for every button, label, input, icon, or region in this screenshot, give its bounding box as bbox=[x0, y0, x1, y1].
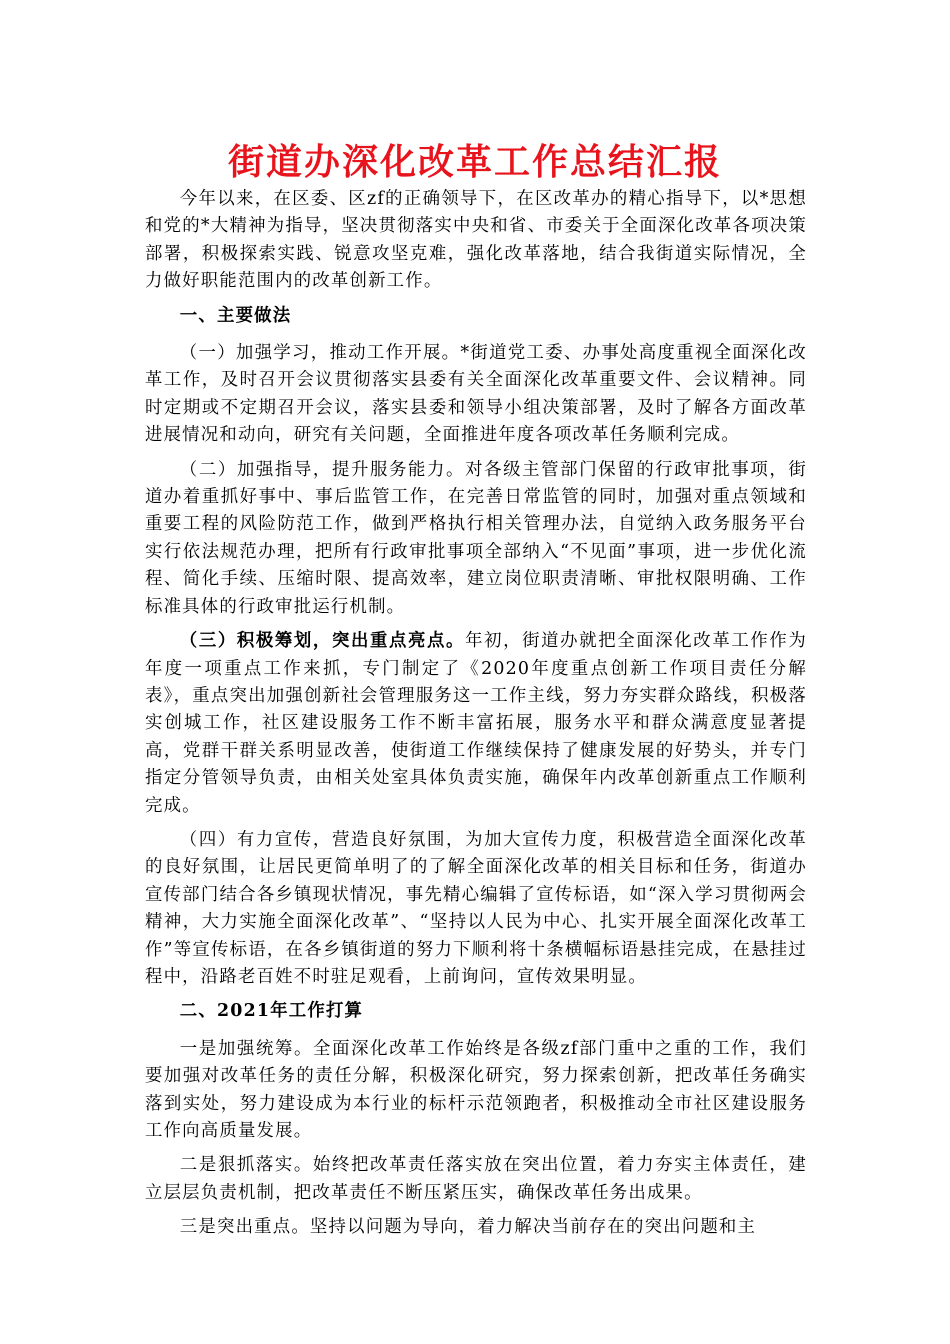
practice-item-3-text: 年初，街道办就把全面深化改革工作作为年度一项重点工作来抓，专门制定了《2020年度重点创新工作项目责任分解表》，重点突出加强创新社会管理服务这一工作主线，努力夯实群众路线，积极落实创城工作，社区建设服务工作不断丰富拓展，服务水平和群众满意度显著提高，党群干群关系明显改善，使街道工作继续保持了健康发展的好势头，并专门指定分管领导负责，由相关处室具体负责实施，确保年内改革创新重点工作顺利完成。 bbox=[145, 631, 807, 816]
section-heading-plans: 二、2021年工作打算 bbox=[179, 1001, 364, 1022]
plan-item-3: 三是突出重点。坚持以问题为导向，着力解决当前存在的突出问题和主 bbox=[179, 1217, 757, 1238]
plan-item-2: 二是狠抓落实。始终把改革责任落实放在突出位置，着力夯实主体责任，建立层层负责机制，把改革责任不断压紧压实，确保改革任务出成果。 bbox=[145, 1155, 807, 1203]
plan-item-1: 一是加强统筹。全面深化改革工作始终是各级zf部门重中之重的工作，我们要加强对改革任务的责任分解，积极深化研究，努力探索创新，把改革任务确实落到实处，努力建设成为本行业的标杆示范领跑者，积极推动全市社区建设服务工作向高质量发展。 bbox=[145, 1038, 807, 1141]
intro-paragraph: 今年以来，在区委、区zf的正确领导下，在区改革办的精心指导下，以*思想和党的*大精神为指导，坚决贯彻落实中央和省、市委关于全面深化改革各项决策部署，积极探索实践、锐意攻坚克难，强化改革落地，结合我街道实际情况，全力做好职能范围内的改革创新工作。 bbox=[145, 189, 807, 292]
practice-item-2: （二）加强指导，提升服务能力。对各级主管部门保留的行政审批事项，街道办着重抓好事中、事后监管工作，在完善日常监管的同时，加强对重点领域和重要工程的风险防范工作，做到严格执行相关管理办法，自觉纳入政务服务平台实行依法规范办理，把所有行政审批事项全部纳入“不见面”事项，进一步优化流程、简化手续、压缩时限、提高效率，建立岗位职责清晰、审批权限明确、工作标准具体的行政审批运行机制。 bbox=[145, 459, 807, 617]
section-heading-main-practices: 一、主要做法 bbox=[179, 305, 292, 326]
document-title: 街道办深化改革工作总结汇报 bbox=[227, 141, 722, 183]
practice-item-1: （一）加强学习，推动工作开展。*街道党工委、办事处高度重视全面深化改革工作，及时召开会议贯彻落实县委有关全面深化改革重要文件、会议精神。同时定期或不定期召开会议，落实县委和领导小组决策部署，及时了解各方面改革进展情况和动向，研究有关问题，全面推进年度各项改革任务顺利完成。 bbox=[145, 343, 807, 446]
practice-item-4: （四）有力宣传，营造良好氛围，为加大宣传力度，积极营造全面深化改革的良好氛围，让居民更简单明了的了解全面深化改革的相关目标和任务，街道办宣传部门结合各乡镇现状情况，事先精心编辑了宣传标语，如“深入学习贯彻两会精神，大力实施全面深化改革”、“坚持以人民为中心、扎实开展全面深化改革工作”等宣传标语，在各乡镇街道的努力下顺利将十条横幅标语悬挂完成，在悬挂过程中，沿路老百姓不时驻足观看，上前询问，宣传效果明显。 bbox=[145, 829, 807, 987]
practice-item-3-lead: （三）积极筹划，突出重点亮点。 bbox=[179, 631, 466, 652]
practice-item-3 bbox=[145, 628, 807, 820]
document-body bbox=[145, 186, 807, 1249]
